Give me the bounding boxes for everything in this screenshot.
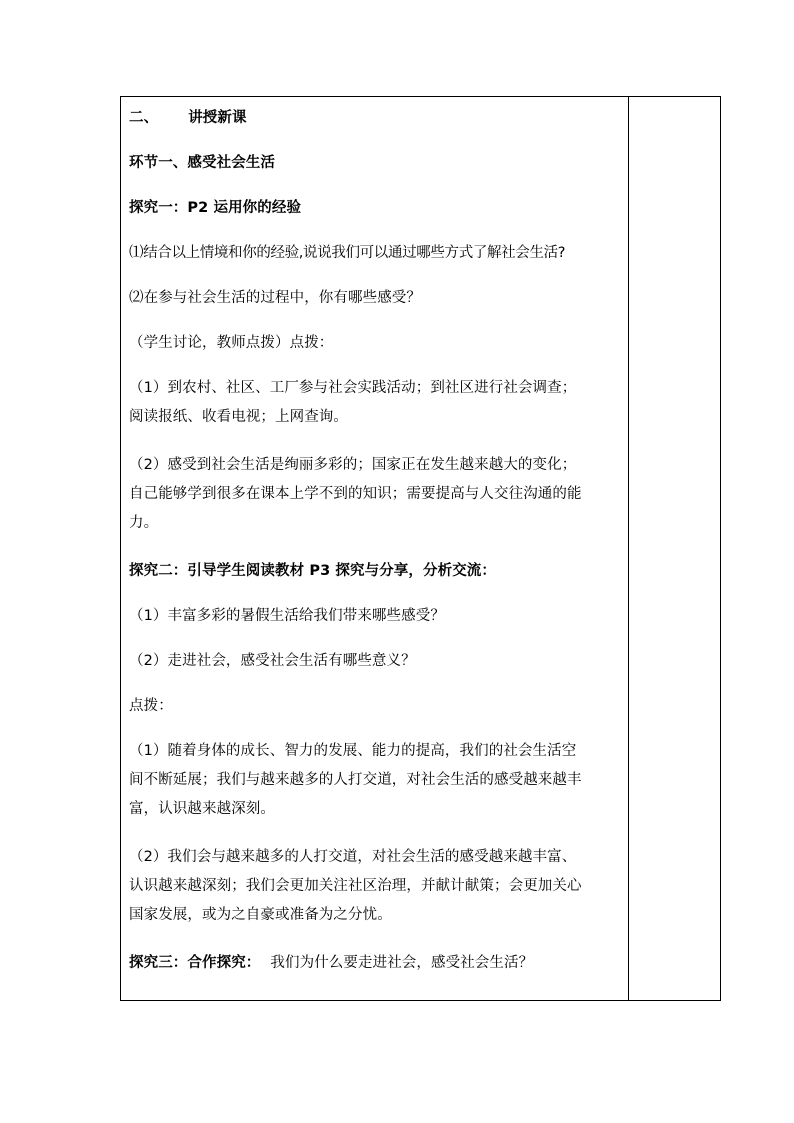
- inquiry-two-question-2: （2）走进社会，感受社会生活有哪些意义？: [129, 653, 416, 669]
- inquiry-two-question-1: （1）丰富多彩的暑假生活给我们带来哪些感受？: [129, 608, 445, 624]
- guidance-answer-2-line-3: 国家发展，或为之自豪或准备为之分忧。: [129, 907, 392, 923]
- stage-heading: 环节一、感受社会生活: [129, 155, 275, 171]
- inquiry-three: [129, 951, 628, 975]
- section-number: 二、: [129, 110, 159, 126]
- guidance-answer-1-line-1: （1）随着身体的成长、智力的发展、能力的提高，我们的社会生活空: [129, 743, 577, 759]
- guidance-answer-2-line-2: 认识越来越深刻；我们会更加关注社区治理，并献计献策；会更加关心: [129, 878, 582, 894]
- guidance-answer-1: [129, 737, 628, 824]
- inquiry-two-heading: 探究二：引导学生阅读教材 P3 探究与分享，分析交流：: [129, 563, 497, 579]
- guidance-answer-2-line-1: （2）我们会与越来越多的人打交道，对社会生活的感受越来越丰富、: [129, 849, 577, 865]
- guidance-label: 点拨：: [129, 698, 173, 714]
- inquiry-three-text: 我们为什么要走进社会，感受社会生活？: [270, 955, 534, 971]
- question-1: ⑴结合以上情境和你的经验,说说我们可以通过哪些方式了解社会生活?: [129, 245, 566, 261]
- inquiry-one-heading: 探究一：P2 运用你的经验: [129, 200, 302, 216]
- guidance-answer-1-line-2: 间不断延展；我们与越来越多的人打交道，对社会生活的感受越来越丰: [129, 772, 582, 788]
- guidance-answer-2: [129, 843, 628, 930]
- answer-2: [129, 451, 628, 538]
- discussion-note: （学生讨论，教师点拨）点拨：: [129, 335, 334, 351]
- answer-2-line-3: 力。: [129, 515, 159, 531]
- lesson-table: [120, 96, 721, 1001]
- answer-2-line-1: （2）感受到社会生活是绚丽多彩的；国家正在发生越来越大的变化；: [129, 457, 577, 473]
- section-title: 讲授新课: [188, 110, 247, 126]
- section-heading: [129, 106, 628, 130]
- inquiry-three-label: 探究三：合作探究：: [129, 955, 261, 971]
- notes-cell: [629, 97, 720, 1000]
- answer-1: [129, 374, 628, 432]
- answer-2-line-2: 自己能够学到很多在课本上学不到的知识；需要提高与人交往沟通的能: [129, 486, 582, 502]
- guidance-answer-1-line-3: 富，认识越来越深刻。: [129, 801, 275, 817]
- lesson-content-cell: [121, 97, 628, 1000]
- answer-1-line-2: 阅读报纸、收看电视；上网查询。: [129, 409, 348, 425]
- question-2: ⑵在参与社会生活的过程中，你有哪些感受？: [129, 290, 421, 306]
- answer-1-line-1: （1）到农村、社区、工厂参与社会实践活动；到社区进行社会调查；: [129, 380, 577, 396]
